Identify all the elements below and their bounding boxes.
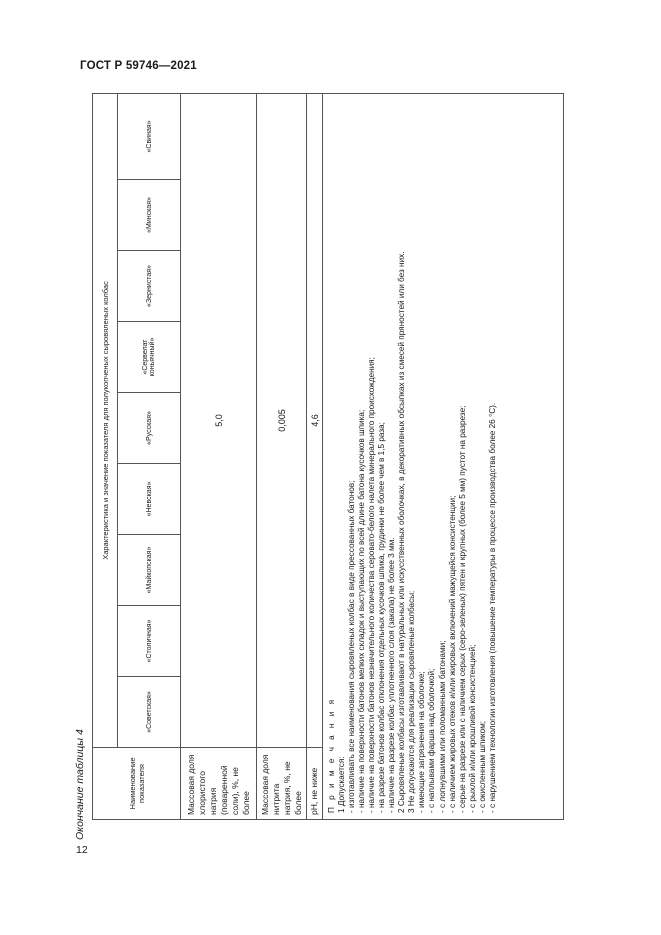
note-line: - изготавливать все наименования сыровяленых колбас в виде прессованных батонов;: [347, 480, 357, 813]
sort-header: «Сервелат коньячный»: [118, 322, 181, 393]
row-value-salt: 5,0: [181, 93, 257, 747]
column-header-characteristics: Характеристика и значение показателя для полукопченых сыровяленых колбас: [93, 93, 118, 747]
page-number: 12: [76, 844, 88, 856]
note-line: - на разрезе батонов колбас отклонения отдельных кусочков шпика, грудинки не более чем в 1,5 раза;: [377, 422, 387, 813]
sort-header: «Советская»: [118, 677, 181, 748]
note-line: - наличие на поверхности батонов мелких складок и выступающих по всей длине батона кусочков шпика;: [357, 409, 367, 813]
sort-header: «Зернистая»: [118, 251, 181, 322]
note-line: - серые на разрезе или с наличием серых (серо-зеленых) пятен и крупных (более 5 мм) пустот на разрезе;: [457, 405, 467, 813]
note-line: - имеющие загрязнения на оболочке;: [417, 671, 427, 813]
sort-header: «Русская»: [118, 393, 181, 464]
table-4-end: [92, 93, 564, 820]
notes-cell: [323, 93, 564, 819]
sort-header: «Свиная»: [118, 93, 181, 179]
note-line: 3 Не допускаются для реализации сыровяленые колбасы:: [407, 590, 417, 813]
sort-header: «Майкопская»: [118, 535, 181, 606]
note-line: - с нарушением технологии изготовления (повышение температуры в процессе производства более 26 °С).: [487, 402, 497, 813]
note-line: - с наплывами фарша над оболочкой;: [427, 668, 437, 813]
row-value-nitrite: 0,005: [257, 93, 307, 747]
sort-header: «Столичная»: [118, 606, 181, 677]
note-line: - с лопнувшими или поломанными батонами;: [437, 640, 447, 813]
column-header-name: Наименование показателя: [93, 748, 181, 820]
row-name-nitrite: Массовая доля нитрита натрия, %, не более: [257, 748, 307, 820]
row-name-salt: Массовая доля хлористого натрия (поваренной соли), %, не более: [181, 748, 257, 820]
note-line: 1 Допускается:: [337, 756, 347, 813]
document-header: ГОСТ Р 59746—2021: [80, 60, 197, 72]
sort-header: «Минская»: [118, 180, 181, 251]
note-line: - с наличием жировых отеков и/или жировых включений мажущейся консистенции;: [447, 495, 457, 813]
notes-title: П р и м е ч а н и я: [327, 697, 336, 813]
note-line: - наличие на поверхности батонов незначительного количества серовато-белого налета минерального происхождения;: [367, 357, 377, 813]
row-name-ph: pH, не ниже: [307, 748, 323, 820]
sort-header: «Невская»: [118, 464, 181, 535]
row-value-ph: 4,6: [307, 93, 323, 747]
note-line: - наличие на разрезе колбас уплотненного слоя (закала) не более 3 мм.: [387, 537, 397, 813]
rotated-table-frame: [92, 94, 564, 820]
note-line: - с рыхлой и/или крошливой консистенцией;: [467, 644, 477, 813]
note-line: - с окисленным шпиком;: [477, 720, 487, 813]
table-caption: Окончание таблицы 4: [74, 729, 86, 840]
note-line: 2 Сыровяленые колбасы изготавливают в натуральных или искусственных оболочках, в декоративных обсыпках из смесей пряностей или без них.: [397, 251, 407, 813]
